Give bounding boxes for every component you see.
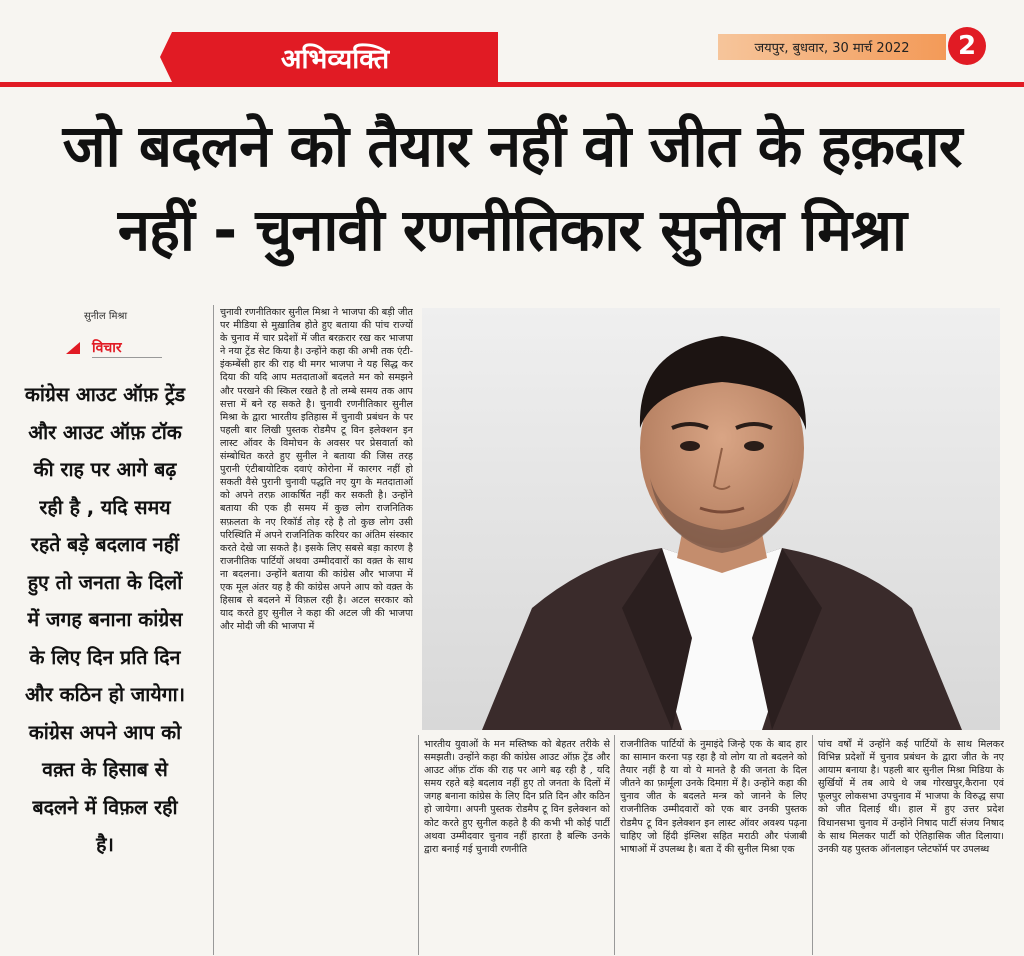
top-rule [0, 82, 1024, 87]
pull-quote-line: है। [96, 833, 114, 856]
pull-quote [0, 376, 210, 864]
opinion-label: विचार [92, 338, 162, 358]
headline [0, 104, 1024, 272]
headline-line-2: नहीं - चुनावी रणनीतिकार सुनील मिश्रा [117, 196, 907, 264]
pull-quote-line: बदलने में विफ़ल रही [32, 795, 178, 819]
article-column-1: चुनावी रणनीतिकार सुनील मिश्रा ने भाजपा की बड़ी जीत पर मीडिया से मुख़ातिब होते हुए बताया की पांच राज्यों के चुनाव में चार प्रदेशों में जीत बरक़रार रख कर भाजपा ने नया ट्रेंड सेट किया है। उन्होंने कहा की अभी तक एंटी-इंकम्बेंसी हार की राह थी मगर भाजपा ने यह सिद्ध कर दिया की यदि आप मतदाताओं बदलते मन को समझने और परखने की स्किल रखते है तो लम्बे समय तक आप सत्ता में बने रह सकते है। चुनावी रणनीतिकार सुनील मिश्रा के द्वारा भारतीय इतिहास में चुनावी प्रबंधन के पर पहली बार लिखी पुस्तक रोडमैप टू विन इलेक्शन इन लास्ट ऑवर के विमोचन के अवसर पर प्रेसवार्ता को संम्बोधित करते हुए सुनील ने बताया की जिस तरह पुरानी एंटीबायोटिक दवाएं कोरोना में कारगर नहीं हो सकती वैसे पुरानी चुनावी पद्धति नए युग के मतदाताओं को अपने तरफ़ आकर्षित नहीं कर सकती है। उन्होंने बताया की एक ही समय में कुछ लोग राजनितिक सफ़लता के नए रिकॉर्ड तोड़ रहे है तो कुछ लोग उसी परिस्थिति में अपने राजनितिक करियर का अंतिम संस्कार करते देखे जा सकते है। इसके लिए सबसे बड़ा कारण है राजनीतिक पार्टियों अथवा उम्मीदवारों का वक़्त के साथ ना बदलना। उन्होंने बताया की कांग्रेस और भाजपा में एक मूल अंतर यह है की कांग्रेस अपने आप को वक़्त के हिसाब से बदलने में विफ़ल रही है। अटल सरकार को याद करते हुए सुनील ने कहा की अटल जी की भाजपा और मोदी जी की भाजपा में [220, 307, 413, 633]
dateline: जयपुर, बुधवार, 30 मार्च 2022 [718, 34, 946, 60]
pull-quote-line: की राह पर आगे बढ़ [33, 458, 177, 481]
pull-quote-line: हुए तो जनता के दिलों [27, 570, 183, 594]
pull-quote-line: रहते बड़े बदलाव नहीं [30, 533, 180, 556]
opinion-tag [66, 338, 162, 358]
column-divider [418, 735, 419, 955]
article-column-4: पांच वर्षों में उन्होंने कई पार्टियों के साथ मिलकर विभिन्न प्रदेशों में चुनाव प्रबंधन के द्वारा जीत के नए आयाम बनाया है। पहली बार सुनील मिश्रा मिडिया के सुर्खियों में तब आये थे जब गोरखपुर,कैराना एवं फूलपुर लोकसभा उपचुनाव में भाजपा के विरुद्ध सपा को जीत दिलाई थी। हाल में हुए उत्तर प्रदेश विधानसभा चुनाव में उन्होंने निषाद पार्टी संजय निषाद के साथ मिलकर पार्टी को ऐतिहासिक जीत दिलाया। उनकी यह पुस्तक ऑनलाइन प्लेटफॉर्म पर उपलब्ध [818, 739, 1004, 855]
pull-quote-line: वक़्त के हिसाब से [42, 758, 168, 781]
author-photo [422, 308, 1000, 730]
article-column-2: भारतीय युवाओं के मन मस्तिष्क को बेहतर तरीके से समझती। उन्होंने कहा की कांग्रेस आउट ऑफ़ ट्रेंड और आउट ऑफ़ टॉक की राह पर आगे बढ़ रही है , यदि समय रहते बड़े बदलाव नहीं हुए तो जनता के दिलों में जगह बनाना कांग्रेस के लिए दिन प्रति दिन और कठिन हो जायेगा। अपनी पुस्तक रोडमैप टू विन इलेक्शन को कोट करते हुए सुनील कहते है की कभी भी कोई पार्टी अथवा उम्मीदवार चुनाव नहीं हारता है बल्कि उनके द्वारा बनाई गई चुनावी रणनीति [424, 739, 610, 855]
portrait-illustration [422, 308, 1000, 730]
pull-quote-line: कांग्रेस अपने आप को [28, 720, 182, 744]
pull-quote-line: और कठिन हो जायेगा। [24, 683, 186, 706]
article-column-3: राजनीतिक पार्टियों के नुमाइंदे जिन्हे एक के बाद हार का सामान करना पड़ रहा है वो लोग या तो बदलने को तैयार नहीं है या वो ये मानते है की जनता के दिल जीतने का फ़ार्मूला उनके दिमाग़ में है। उन्होंने कहा की चुनाव जीत के बदलते मन्त्र को जानने के लिए राजनीतिक उम्मीदवारों को एक बार उनकी पुस्तक रोडमैप टू विन इलेक्शन इन लास्ट ऑवर अवश्य पढ़ना चाहिए जो हिंदी इंग्लिश सहित मराठी और पंजाबी भाषाओं में उपलब्ध है। बता दें की सुनील मिश्रा एक [620, 739, 807, 855]
pull-quote-line: और आउट ऑफ़ टॉक [28, 420, 182, 444]
pull-quote-line: रही है , यदि समय [39, 495, 171, 519]
masthead [0, 0, 1024, 96]
pull-quote-line: में जगह बनाना कांग्रेस [27, 608, 183, 631]
column-divider [614, 735, 615, 955]
column-divider [213, 305, 214, 955]
section-banner: अभिव्यक्ति [172, 32, 498, 82]
headline-line-1: जो बदलने को तैयार नहीं वो जीत के हक़दार [62, 112, 962, 180]
author-name: सुनील मिश्रा [84, 311, 128, 322]
column-divider [812, 735, 813, 955]
slash-icon [66, 342, 86, 354]
pull-quote-line: कांग्रेस आउट ऑफ़ ट्रेंड [24, 383, 186, 406]
page-number-badge: 2 [948, 27, 986, 65]
pull-quote-line: के लिए दिन प्रति दिन [29, 645, 181, 669]
